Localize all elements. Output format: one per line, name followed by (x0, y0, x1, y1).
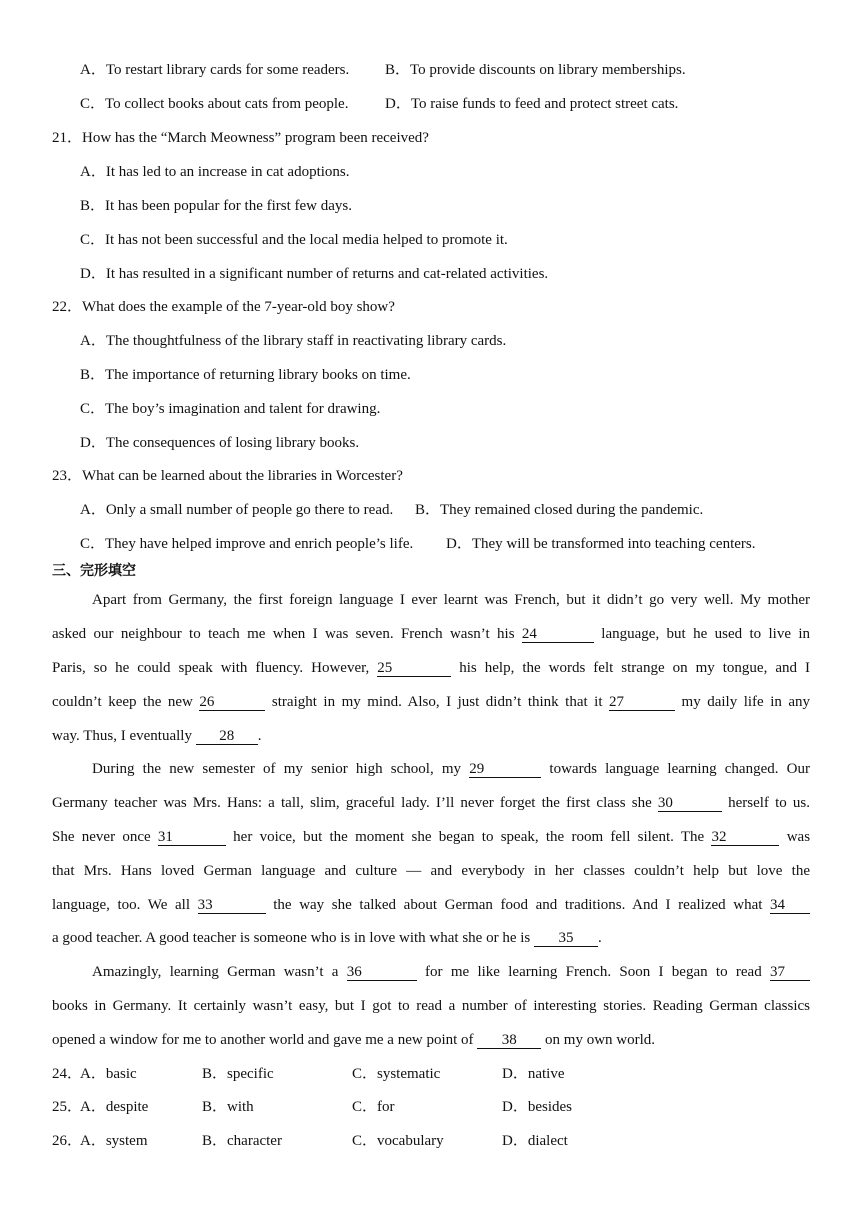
passage-text: couldn’t keep the new (52, 694, 193, 710)
passage-text: the way she talked about German food and traditions. And I realized what (273, 897, 763, 913)
passage-line (52, 658, 810, 678)
passage-text: She never once (52, 829, 151, 845)
passage-text: . (597, 930, 602, 946)
passage-text: her voice, but the moment she began to speak, the room fell silent. The (233, 829, 705, 845)
passage-text: opened a window for me to another world and gave me a new point of (52, 1032, 474, 1048)
q20-option-c: C．To collect books about cats from people. (80, 96, 349, 112)
passage-text: towards language learning changed. Our (549, 761, 810, 777)
passage-text: Paris, so he could speak with fluency. However, (52, 660, 370, 676)
blank-24: 24 (522, 626, 594, 643)
passage-line (92, 759, 810, 779)
passage-text: was (786, 829, 811, 845)
passage-line (52, 928, 602, 948)
section-title: 三、完形填空 (52, 563, 136, 579)
passage-text: During the new semester of my senior high school, my (92, 761, 462, 777)
answer-option-d: D．native (502, 1066, 565, 1082)
q21-option-a: A．It has led to an increase in cat adoptions. (80, 164, 350, 180)
answer-option-a: A．despite (80, 1099, 149, 1115)
answer-option-a: A．basic (80, 1066, 137, 1082)
blank-25: 25 (377, 660, 451, 677)
passage-line: books in Germany. It certainly wasn’t easy, but I got to read a number of interesting stories. Reading German classics (52, 998, 810, 1014)
blank-32: 32 (711, 829, 779, 846)
answer-option-b: B．character (202, 1133, 282, 1149)
passage-line (92, 962, 810, 982)
blank-37: 37 (770, 964, 810, 981)
passage-text: my daily life in any (681, 694, 811, 710)
passage-text: asked our neighbour to teach me when I was seven. French wasn’t his (52, 626, 515, 642)
blank-27: 27 (609, 694, 675, 711)
passage-text: Amazingly, learning German wasn’t a (92, 964, 339, 980)
passage-line (52, 895, 810, 915)
blank-28: 28 (196, 728, 258, 745)
q23-option-b: B．They remained closed during the pandemic. (415, 502, 704, 518)
passage-line: that Mrs. Hans loved German language and culture — and everybody in her classes couldn’t help but love the (52, 863, 810, 879)
passage-text: language, but he used to live in (601, 626, 811, 642)
blank-35: 35 (534, 930, 598, 947)
answer-option-c: C．vocabulary (352, 1133, 444, 1149)
passage-text: language, too. We all (52, 897, 190, 913)
blank-26: 26 (199, 694, 265, 711)
answer-row-number: 26． (52, 1133, 83, 1149)
q23-option-a: A．Only a small number of people go there to read. (80, 502, 394, 518)
q23-option-c: C．They have helped improve and enrich people’s life. (80, 536, 414, 552)
answer-option-a: A．system (80, 1133, 148, 1149)
q20-option-b: B．To provide discounts on library memberships. (385, 62, 686, 78)
q21-option-b: B．It has been popular for the first few days. (80, 198, 353, 214)
answer-option-c: C．for (352, 1099, 395, 1115)
answer-option-b: B．specific (202, 1066, 274, 1082)
answer-row-number: 24． (52, 1066, 83, 1082)
q21-option-c: C．It has not been successful and the local media helped to promote it. (80, 232, 508, 248)
passage-line (52, 793, 810, 813)
q22-option-a: A．The thoughtfulness of the library staff in reactivating library cards. (80, 333, 507, 349)
q20-option-a: A．To restart library cards for some readers. (80, 62, 350, 78)
passage-line (52, 692, 810, 712)
passage-text: way. Thus, I eventually (52, 728, 192, 744)
passage-text: Germany teacher was Mrs. Hans: a tall, slim, graceful lady. I’ll never forget the first class she (52, 795, 652, 811)
answer-option-d: D．dialect (502, 1133, 568, 1149)
q22-option-b: B．The importance of returning library books on time. (80, 367, 411, 383)
blank-31: 31 (158, 829, 226, 846)
q23-option-d: D．They will be transformed into teaching centers. (446, 536, 756, 552)
blank-34: 34 (770, 897, 810, 914)
passage-text: for me like learning French. Soon I began to read (425, 964, 762, 980)
passage-text: . (257, 728, 262, 744)
answer-option-d: D．besides (502, 1099, 572, 1115)
q20-option-d: D．To raise funds to feed and protect street cats. (385, 96, 679, 112)
passage-line: Apart from Germany, the first foreign language I ever learnt was French, but it didn’t go very well. My mother (92, 592, 810, 608)
blank-30: 30 (658, 795, 722, 812)
passage-line (52, 726, 261, 746)
answer-option-b: B．with (202, 1099, 254, 1115)
q21-stem: 21．How has the “March Meowness” program been received? (52, 130, 429, 146)
passage-text: on my own world. (545, 1032, 656, 1048)
passage-text: herself to us. (728, 795, 810, 811)
q22-option-d: D．The consequences of losing library books. (80, 435, 360, 451)
passage-line (52, 827, 810, 847)
blank-38: 38 (477, 1032, 541, 1049)
blank-36: 36 (347, 964, 417, 981)
passage-text: straight in my mind. Also, I just didn’t think that it (271, 694, 603, 710)
passage-line (52, 1030, 655, 1050)
q23-stem: 23．What can be learned about the libraries in Worcester? (52, 468, 403, 484)
q21-option-d: D．It has resulted in a significant number of returns and cat-related activities. (80, 266, 549, 282)
q22-option-c: C．The boy’s imagination and talent for drawing. (80, 401, 381, 417)
passage-text: his help, the words felt strange on my tongue, and I (459, 660, 810, 676)
answer-option-c: C．systematic (352, 1066, 441, 1082)
passage-line (52, 624, 810, 644)
blank-29: 29 (469, 761, 541, 778)
q22-stem: 22．What does the example of the 7-year-old boy show? (52, 299, 395, 315)
blank-33: 33 (198, 897, 266, 914)
answer-row-number: 25． (52, 1099, 83, 1115)
passage-text: a good teacher. A good teacher is someone who is in love with what she or he is (52, 930, 531, 946)
